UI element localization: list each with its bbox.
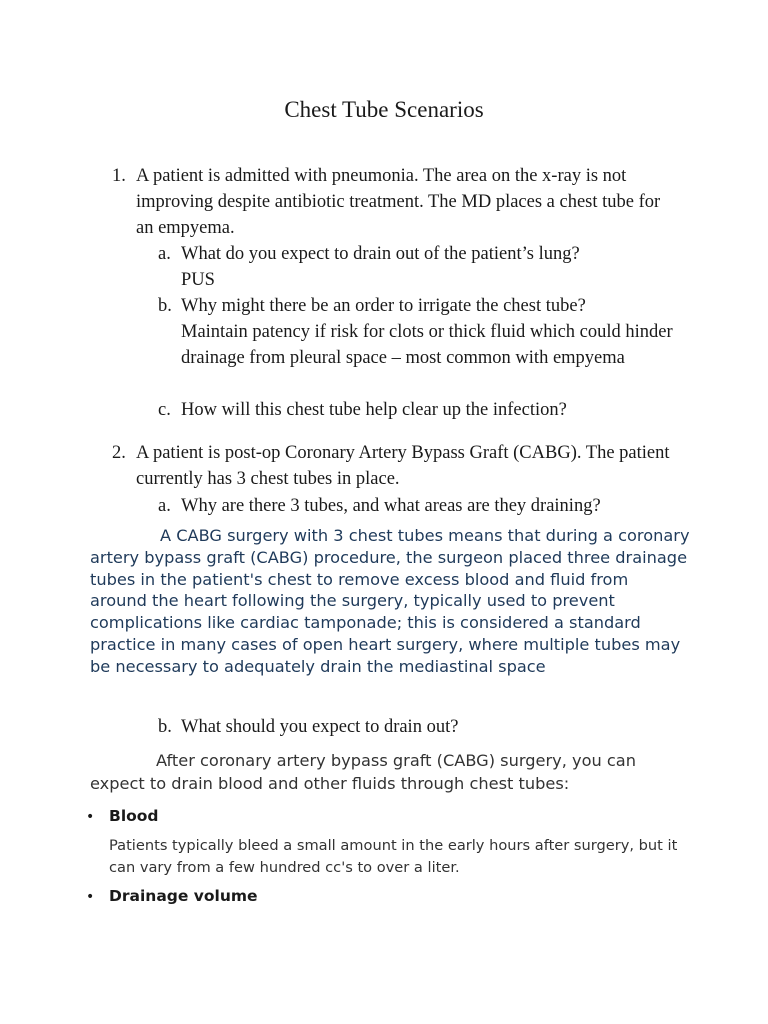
question-2a-letter: a. — [158, 496, 171, 516]
question-2a — [158, 493, 681, 519]
question-1b — [158, 293, 681, 371]
bullet-body-blood: Patients typically bleed a small amount in the early hours after surgery, but it can vary from a few hundred cc's to over a liter. — [109, 837, 678, 876]
question-2b-answer — [90, 750, 690, 795]
bullet-marker-drainage-volume: • — [86, 889, 95, 905]
bullet-marker-blood: • — [86, 809, 95, 825]
question-1-number: 1. — [112, 166, 126, 186]
question-1a-answer: PUS — [181, 270, 215, 290]
question-1b-answer: Maintain patency if risk for clots or thick fluid which could hinder drainage from pleural space – most common with empyema — [181, 322, 673, 368]
question-1c — [158, 397, 681, 423]
page-title: Chest Tube Scenarios — [284, 97, 484, 122]
question-1 — [112, 163, 681, 241]
question-1a-letter: a. — [158, 244, 171, 264]
question-2b-answer-text: After coronary artery bypass graft (CABG) surgery, you can expect to drain blood and other fluids through chest tubes: — [90, 751, 636, 793]
question-1b-text: Why might there be an order to irrigate the chest tube? — [181, 296, 586, 316]
question-2b-text: What should you expect to drain out? — [181, 717, 459, 737]
question-2-text: A patient is post-op Coronary Artery Bypass Graft (CABG). The patient currently has 3 chest tubes in place. — [136, 443, 670, 489]
question-1b-letter: b. — [158, 296, 172, 316]
question-2a-answer — [90, 525, 690, 678]
question-2a-answer-text: A CABG surgery with 3 chest tubes means that during a coronary artery bypass graft (CABG) procedure, the surgeon placed three drainage tubes in the patient's chest to remove excess blood and fluid from around the heart following the surgery, typically used to prevent complications like cardiac tamponade; this is considered a standard practice in many cases of open heart surgery, where multiple tubes may be necessary to adequately drain the mediastinal space — [90, 526, 690, 676]
question-1c-letter: c. — [158, 400, 171, 420]
bullet-heading-drainage-volume: Drainage volume — [109, 887, 258, 905]
question-2 — [112, 440, 681, 492]
question-1a — [158, 241, 681, 293]
question-2b — [158, 714, 681, 740]
question-2-number: 2. — [112, 443, 126, 463]
question-1-text: A patient is admitted with pneumonia. The area on the x-ray is not improving despite antibiotic treatment. The MD places a chest tube for an empyema. — [136, 166, 661, 238]
question-1a-text: What do you expect to drain out of the patient’s lung? — [181, 244, 580, 264]
question-2a-text: Why are there 3 tubes, and what areas are they draining? — [181, 496, 601, 516]
question-1c-text: How will this chest tube help clear up the infection? — [181, 400, 567, 420]
bullet-heading-blood: Blood — [109, 807, 159, 825]
question-2b-letter: b. — [158, 717, 172, 737]
